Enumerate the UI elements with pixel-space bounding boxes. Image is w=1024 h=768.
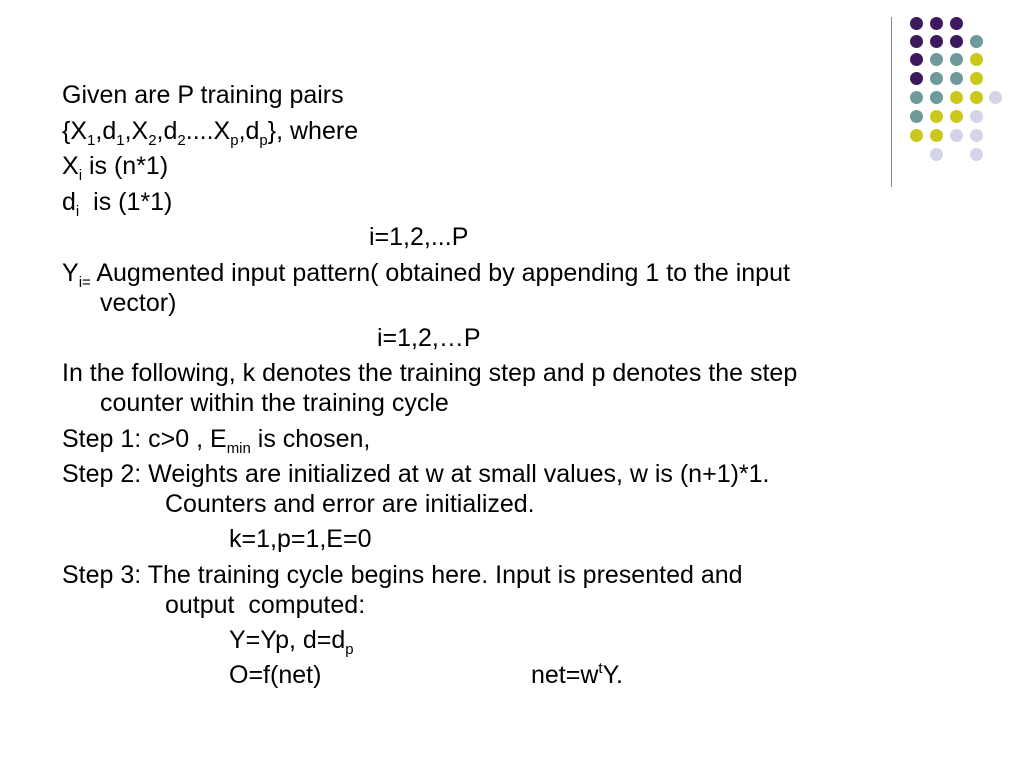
y-definition-continued: vector) bbox=[100, 289, 177, 317]
decor-dot bbox=[910, 110, 923, 123]
decor-dot bbox=[950, 91, 963, 104]
decor-dot bbox=[950, 129, 963, 142]
decor-dot bbox=[910, 72, 923, 85]
decor-dot bbox=[950, 110, 963, 123]
decor-dot bbox=[989, 91, 1002, 104]
decor-dot bbox=[970, 110, 983, 123]
decor-dot bbox=[930, 129, 943, 142]
d-definition: $d_i$ is (1*1) bbox=[62, 188, 173, 220]
decor-dot bbox=[910, 17, 923, 30]
decor-dot bbox=[910, 129, 923, 142]
following-text: In the following, k denotes the training step and p denotes the step bbox=[62, 359, 798, 387]
decor-dot bbox=[970, 35, 983, 48]
decor-dot bbox=[910, 53, 923, 66]
decorative-divider-line bbox=[891, 17, 892, 187]
decor-dot bbox=[930, 53, 943, 66]
decor-dot bbox=[970, 148, 983, 161]
decor-dot bbox=[930, 35, 943, 48]
decor-dot bbox=[930, 110, 943, 123]
decor-dot bbox=[910, 91, 923, 104]
decor-dot bbox=[930, 72, 943, 85]
decor-dot bbox=[930, 17, 943, 30]
following-text-continued: counter within the training cycle bbox=[100, 389, 449, 417]
intro-text: Given are P training pairs bbox=[62, 81, 344, 109]
step2-init-values: k=1,p=1,E=0 bbox=[229, 525, 372, 553]
decor-dot bbox=[950, 53, 963, 66]
decor-dot bbox=[970, 53, 983, 66]
y-definition: $Y_{i=}$ Augmented input pattern( obtained by appending 1 to the input bbox=[62, 259, 790, 291]
step1-text: Step 1: c>0 , $E_{min}$ is chosen, bbox=[62, 425, 371, 457]
decor-dot bbox=[970, 129, 983, 142]
x-definition: $X_i$ is (n*1) bbox=[62, 152, 169, 184]
step3-net-equation: $net=w^tY$. bbox=[531, 660, 623, 689]
decor-dot bbox=[970, 91, 983, 104]
decor-dot bbox=[930, 148, 943, 161]
step2-text-continued: Counters and error are initialized. bbox=[165, 490, 535, 518]
step3-text-continued: output computed: bbox=[165, 591, 366, 619]
step3-text: Step 3: The training cycle begins here. Input is presented and bbox=[62, 561, 743, 589]
decor-dot bbox=[950, 72, 963, 85]
step3-output-equation: O=f(net) bbox=[229, 661, 322, 689]
decor-dot bbox=[970, 72, 983, 85]
decor-dot bbox=[950, 17, 963, 30]
range-text-2: i=1,2,…P bbox=[377, 324, 481, 352]
step2-text: Step 2: Weights are initialized at w at small values, w is (n+1)*1. bbox=[62, 460, 770, 488]
range-text-1: i=1,2,...P bbox=[369, 223, 469, 251]
pairs-set-text: $\{X_1,d_1,X_2,d_2....X_p,d_p\}$, where bbox=[62, 117, 359, 149]
decor-dot bbox=[930, 91, 943, 104]
step3-assign-equation: Y=Yp, $d=d_p$ bbox=[229, 626, 354, 658]
decor-dot bbox=[950, 35, 963, 48]
decor-dot bbox=[910, 35, 923, 48]
